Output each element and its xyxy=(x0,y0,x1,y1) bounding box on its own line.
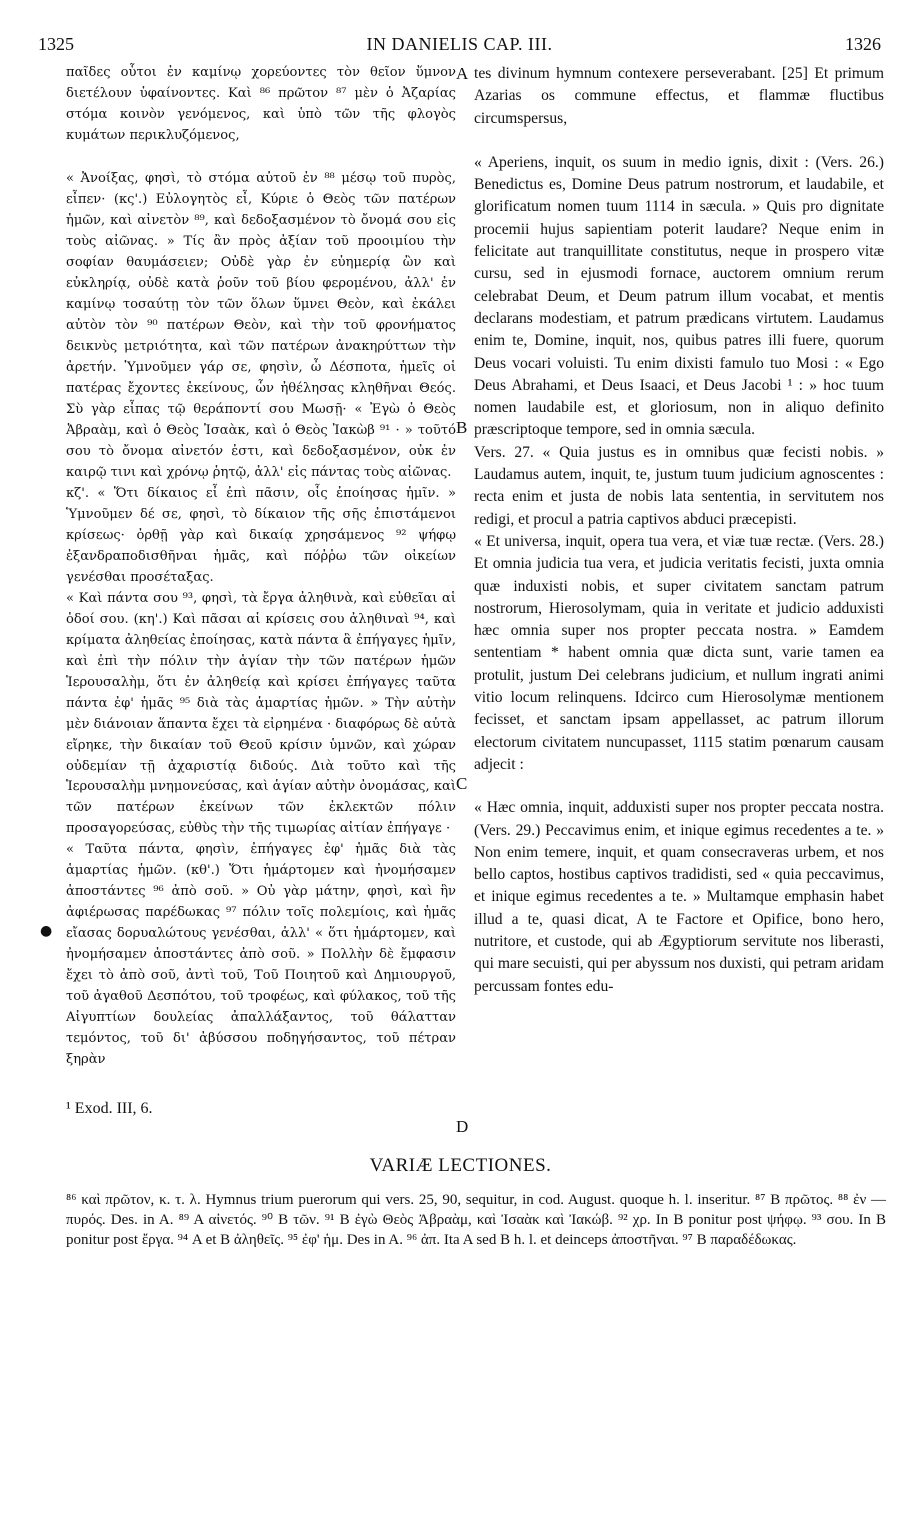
page-number-right: 1326 xyxy=(845,34,881,54)
latin-paragraph: « Et universa, inquit, opera tua vera, et viæ tuæ rectæ. (Vers. 28.) Et omnia judicia tua vera, et judicia veritatis fecisti, juxta omnia quæ induxisti nobis, et super civitatem sanctam patrum nostrorum, Hierosolymam, quia in veritate et judicio adduxisti hæc omnia super nos propter peccata nostra. » Eamdem sententiam * habent omnia quæ dicta sunt, varie tamen ea protulit, justum Dei celebrans judicium, et nullum ingrati animi vitio locum relinquens. Idcirco cum Hierosolymæ mentionem fecisset, et sanctam ipsam appellasset, ac patrum illorum electorum civitatem nuncupasset, 1115 statim pœnarum causam adjecit : xyxy=(474,532,884,773)
margin-bullet: ● xyxy=(40,923,53,939)
running-header xyxy=(38,34,881,60)
footnote: ¹ Exod. III, 6. xyxy=(66,1100,153,1117)
margin-letter-a: A xyxy=(456,64,469,83)
margin-letter-c: C xyxy=(456,774,468,793)
running-title: IN DANIELIS CAP. III. xyxy=(366,34,553,54)
latin-paragraph: Vers. 27. « Quia justus es in omnibus quæ fecisti nobis. » Laudamus autem, inquit, te, justum tuum judicium agnoscentes : recta enim et justa de nobis lata sententia, in servitutem nos redigi, et procul a patria captivos abduci præcepisti. xyxy=(474,443,884,528)
greek-paragraph: παῖδες οὗτοι ἐν καμίνῳ χορεύοντες τὸν θεῖον ὕμνον διετέλουν ὑφαίνοντες. Καὶ ⁸⁶ πρῶτον ⁸⁷ μὲν ὁ Ἀζαρίας στόμα κοινὸν γενόμενος, καὶ ὑπὸ τῶν τῆς φλογὸς κυμάτων περικλυζόμενος, xyxy=(66,65,456,143)
greek-paragraph: « Ταῦτα πάντα, φησὶν, ἐπήγαγες ἐφ' ἡμᾶς διὰ τὰς ἁμαρτίας ἡμῶν. (κθ'.) Ὅτι ἡμάρτομεν καὶ ἠνομήσαμεν ἀποστάντες ⁹⁶ ἀπὸ σοῦ. » Οὐ γὰρ μάτην, φησὶ, καὶ ἣν ἀφιέρωσας παρέδωκας ⁹⁷ πόλιν τοῖς πολεμίοις, καὶ ἡμᾶς εἴασας δορυαλώτους γενέσθαι, ἀλλ' « ὅτι ἡμάρτομεν, καὶ ἠνομήσαμεν ἀποστάντες ἀπὸ σοῦ. » Πολλὴν δὲ ἔμφασιν ἔχει τὸ ἀπὸ σοῦ, ἀντὶ τοῦ, Τοῦ Ποιητοῦ καὶ Δημιουργοῦ, τοῦ ἀγαθοῦ Δεσπότου, τοῦ τροφέως, καὶ φύλακος, τοῦ τῆς Αἰγυπτίων δουλείας ἀπαλλάξαντος, τοῦ θάλατταν τεμόντος, τοῦ δι' ἀβύσσου ποδηγήσαντος, τοῦ πέτραν ξηρὰν xyxy=(66,842,456,1068)
latin-paragraph: « Hæc omnia, inquit, adduxisti super nos propter peccata nostra. (Vers. 29.) Peccavimus enim, et inique egimus recedentes a te. » Non enim temere, inquit, et quam consecraveras urbem, et nos bello captos, hostibus captivos tradidisti, sed « quia peccavimus, et inique egimus recedentes a te. » Multamque emphasin habet illud a te, quasi dicat, A te Factore et Opifice, bono hero, nutritore, et custode, qui ab Ægyptiorum servitute nos liberasti, qui mare secuisti, qui per abyssum nos duxisti, qui petram aridam percussam fontes edu- xyxy=(474,799,884,995)
margin-letter-d: D xyxy=(456,1117,469,1136)
greek-paragraph: κζ'. « Ὅτι δίκαιος εἶ ἐπὶ πᾶσιν, οἷς ἐποίησας ἡμῖν. » Ὑμνοῦμεν δέ σε, φησὶ, τὸ δίκαιον τῆς σῆς ἐπιστάμενοι κρίσεως· ὀρθῇ γὰρ καὶ δικαίᾳ χρησάμενος ⁹² ψήφῳ ἐξανδραποδισθῆναι ἡμᾶς, καὶ πόῤῥω τῶν οἰκείων γενέσθαι προσέταξας. xyxy=(66,485,456,585)
greek-paragraph: « Ἀνοίξας, φησὶ, τὸ στόμα αὐτοῦ ἐν ⁸⁸ μέσῳ τοῦ πυρὸς, εἶπεν· (κς'.) Εὐλογητὸς εἶ, Κύριε ὁ Θεὸς τῶν πατέρων ἡμῶν, καὶ αἰνετὸν ⁸⁹, καὶ δεδοξασμένον τὸ ὄνομά σου εἰς τοὺς αἰῶνας. » Τίς ἂν πρὸς ἀξίαν τοῦ προοιμίου τὴν σοφίαν θαυμάσειεν; Οὐδὲ γὰρ ἐν εὐημερίᾳ ὢν καὶ εὐκληρίᾳ, οὐδὲ κατὰ ῥοῦν τοῦ βίου φερομένου, ἀλλ' ἐν καμίνῳ τοσαύτῃ τὸν τῶν ὅλων ὕμνει Θεὸν, καὶ ἐκάλει αὐτὸν τὸν ⁹⁰ πατέρων Θεὸν, καὶ τὴν τοῦ φρονήματος δεικνὺς μετριότητα, καὶ τῶν πατέρων ἀνακηρύττων τὴν ἀρετήν. Ὑμνοῦμεν γάρ σε, φησὶν, ὦ Δέσποτα, ἡμεῖς οἱ πατέρας ἔχοντες ἐκείνους, ὧν ἠθέλησας κληθῆναι Θεός. Σὺ γὰρ εἶπας τῷ θεράποντί σου Μωσῇ· « Ἐγὼ ὁ Θεὸς Ἀβραὰμ, καὶ ὁ Θεὸς Ἰσαὰκ, καὶ ὁ Θεὸς Ἰακὼβ ⁹¹ · » τοῦτό σου τὸ ὄνομα αἰνετόν ἐστι, καὶ δεδοξασμένον, οὐκ ἐν καιρῷ τινι καὶ χρόνῳ ῥητῷ, ἀλλ' εἰς πάντας τοὺς αἰῶνας. xyxy=(66,170,456,480)
variae-lectiones: ⁸⁶ καὶ πρῶτον, κ. τ. λ. Hymnus trium puerorum qui vers. 25, 90, sequitur, in cod. August. quoque h. l. inseritur. ⁸⁷ B πρῶτος. ⁸⁸ ἐν — πυρός. Des. in A. ⁸⁹ A αἰνετός. ⁹⁰ B τῶν. ⁹¹ B ἐγὼ Θεὸς Ἀβραὰμ, καὶ Ἰσαὰκ καὶ Ἰακώβ. ⁹² χρ. In B ponitur post ψήφῳ. ⁹³ σου. In B ponitur post ἔργα. ⁹⁴ A et B ἀληθεῖς. ⁹⁵ ἐφ' ἡμ. Des in A. ⁹⁶ ἀπ. Ita A sed B h. l. et deinceps ἀποστῆναι. ⁹⁷ B παραδέδωκας. xyxy=(66,1192,886,1248)
variae-title: VARIÆ LECTIONES. xyxy=(369,1155,552,1176)
latin-paragraph: « Aperiens, inquit, os suum in medio ignis, dixit : (Vers. 26.) Benedictus es, Domine Deus patrum nostrorum, et laudabile, et glorificatum nomen tuum 1114 in sæcula. » Quis pro dignitate procemii hujus sapientiam poterit laudare? Neque enim in felicitate aut tranquillitate constitutus, neque in prospero vitæ cursu, sed in ejusmodi fornace, auctorem omnium rerum celebrabat Deum, et Deum patrum illum vocabat, et mentis declarans modestiam, et patrum prædicans virtutem. Laudamus enim te, Domine, inquit, nos, quibus patres illi fuere, quorum Deus vocari voluisti. Tu enim dixisti famulo tuo Mosi : « Ego Deus Abrahami, et Deus Isaaci, et Deus Jacobi ¹ : » hoc tuum nomen laudabile est, et gloriosum, non in aliquo definito præscriptoque tempore, sed in omnia sæcula. xyxy=(474,153,884,439)
page-number-left: 1325 xyxy=(38,34,74,54)
greek-paragraph: « Καὶ πάντα σου ⁹³, φησὶ, τὰ ἔργα ἀληθινὰ, καὶ εὐθεῖαι αἱ ὁδοί σου. (κη'.) Καὶ πᾶσαι αἱ κρίσεις σου ἀληθιναὶ ⁹⁴, καὶ κρίματα ἀληθείας ἐποίησας, κατὰ πάντα ἃ ἐπήγαγες ἡμῖν, καὶ ἐπὶ τὴν πόλιν τὴν ἁγίαν τὴν τῶν πατέρων ἡμῶν Ἱερουσαλὴμ, ὅτι ἐν ἀληθείᾳ καὶ κρίσει ἐπήγαγες ταῦτα πάντα ἐφ' ἡμᾶς ⁹⁵ διὰ τὰς ἁμαρτίας ἡμῶν. » Τὴν αὐτὴν μὲν διάνοιαν ἅπαντα ἔχει τὰ εἰρημένα · διαφόρως δὲ αὐτὰ εἴρηκε, τὴν δικαίαν τοῦ Θεοῦ κρίσιν ὑμνῶν, καὶ χώραν οὐδεμίαν τῇ ἀχαριστίᾳ διδούς. Διὰ τοῦτο καὶ τῆς Ἱερουσαλὴμ μνημονεύσας, καὶ ἁγίαν αὐτὴν ὀνομάσας, καὶ τῶν πατέρων ἐκείνων τῶν ἐκλεκτῶν πόλιν προσαγορεύσας, εὐθὺς τὴν τῆς τιμωρίας αἰτίαν ἐπήγαγε · xyxy=(66,590,456,837)
margin-letter-b: B xyxy=(456,418,468,437)
greek-column xyxy=(66,63,456,1071)
latin-paragraph: tes divinum hymnum contexere perseverabant. [25] Et primum Azarias os commune effectus, et flammæ fluctibus circumspersus, xyxy=(474,65,884,127)
latin-column xyxy=(474,63,884,998)
